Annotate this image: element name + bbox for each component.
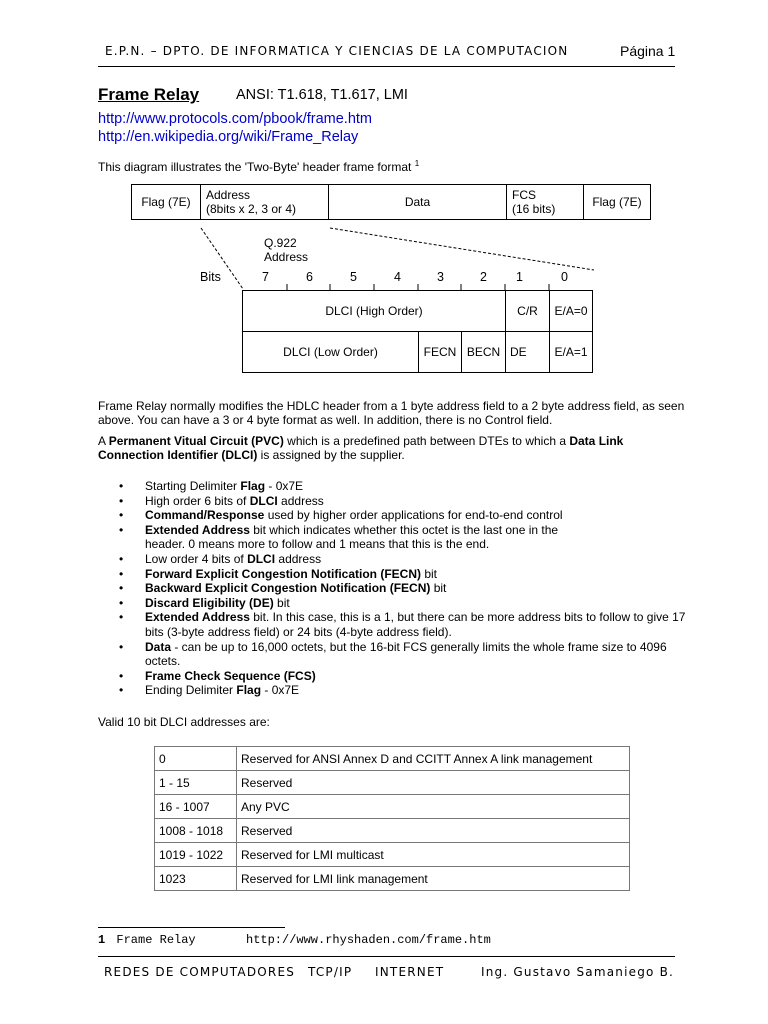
range-cell: 0	[155, 747, 237, 771]
list-item: • Extended Address bit. In this case, this is a 1, but there can be more address bits to follow to give 17 bits (3-byte address field) or 24 bits (4-byte address field).	[98, 610, 698, 639]
pvc-text-2: which is a predefined path between DTEs to which a	[283, 434, 570, 448]
list-item: • Command/Response used by higher order applications for end-to-end control	[98, 508, 698, 523]
page-title: Frame Relay	[98, 85, 200, 104]
valid-dlci-label: Valid 10 bit DLCI addresses are:	[98, 715, 270, 729]
footnote-label: Frame Relay	[116, 933, 196, 947]
frame-address-line2: (8bits x 2, 3 or 4)	[206, 202, 297, 216]
footer-author: Ing. Gustavo Samaniego B.	[481, 965, 675, 979]
table-row	[155, 771, 630, 795]
list-item: • Low order 4 bits of DLCI address	[98, 552, 698, 567]
range-cell: 1023	[155, 867, 237, 891]
bit-2: 2	[480, 270, 487, 284]
becn-bit: BECN	[461, 331, 506, 373]
frame-flag-left: Flag (7E)	[131, 184, 201, 220]
use-cell: Any PVC	[237, 795, 630, 819]
bit-7: 7	[262, 270, 269, 284]
bit-5: 5	[350, 270, 357, 284]
paragraph-hdlc: Frame Relay normally modifies the HDLC header from a 1 byte address field to a 2 byte address field, as seen above. You can have a 3 or 4 byte format as well. In addition, there is no Control field.	[98, 399, 685, 427]
bit-0: 0	[561, 270, 568, 284]
use-cell: Reserved for ANSI Annex D and CCITT Annex A link management	[237, 747, 630, 771]
footnote-rule	[98, 927, 285, 928]
ea0-bit: E/A=0	[549, 290, 593, 332]
bit-6: 6	[306, 270, 313, 284]
frame-data: Data	[328, 184, 507, 220]
list-item: • Extended Address bit which indicates whether this octet is the last one in the header. 0 means more to follow and 1 means that this is the end.	[98, 523, 585, 552]
footnote-mark: 1	[414, 159, 420, 168]
de-bit: DE	[505, 331, 550, 373]
footnote	[98, 933, 196, 947]
use-cell: Reserved for LMI multicast	[237, 843, 630, 867]
use-cell: Reserved for LMI link management	[237, 867, 630, 891]
use-cell: Reserved	[237, 771, 630, 795]
footer-topic-tcpip: TCP/IP	[308, 965, 353, 979]
range-cell: 16 - 1007	[155, 795, 237, 819]
bit-4: 4	[394, 270, 401, 284]
cr-bit: C/R	[505, 290, 550, 332]
footer-rule	[98, 956, 675, 957]
link-wikipedia[interactable]: http://en.wikipedia.org/wiki/Frame_Relay	[98, 129, 359, 145]
pvc-text-3: is assigned by the supplier.	[257, 448, 405, 462]
footer-topic-internet: INTERNET	[375, 965, 445, 979]
q922-line2: Address	[264, 250, 309, 264]
list-item: • High order 6 bits of DLCI address	[98, 494, 698, 509]
expansion-line-right	[330, 228, 594, 270]
fecn-bit: FECN	[418, 331, 462, 373]
list-item: • Ending Delimiter Flag - 0x7E	[98, 683, 698, 698]
frame-fcs-line2: (16 bits)	[512, 202, 556, 216]
range-cell: 1019 - 1022	[155, 843, 237, 867]
pvc-text-1: A	[98, 434, 109, 448]
pvc-term: Permanent Vitual Circuit (PVC)	[108, 434, 284, 448]
dlci-high-order: DLCI (High Order)	[242, 290, 506, 332]
list-item: • Forward Explicit Congestion Notification (FECN) bit	[98, 567, 698, 582]
list-item: • Starting Delimiter Flag - 0x7E	[98, 479, 698, 494]
bit-3: 3	[437, 270, 444, 284]
footnote-url: http://www.rhyshaden.com/frame.htm	[246, 933, 491, 947]
table-row	[155, 843, 630, 867]
dlci-low-order: DLCI (Low Order)	[242, 331, 419, 373]
list-item: • Discard Eligibility (DE) bit	[98, 596, 698, 611]
frame-fcs-line1: FCS	[512, 188, 536, 202]
list-item: • Frame Check Sequence (FCS)	[98, 669, 698, 684]
frame-flag-right: Flag (7E)	[583, 184, 651, 220]
q922-label	[264, 236, 308, 264]
dlci-term: Data Link Connection Identifier (DLCI)	[98, 434, 624, 462]
footnote-number: 1	[98, 933, 106, 947]
bits-label: Bits	[200, 270, 221, 284]
footer-course: REDES DE COMPUTADORES	[104, 965, 296, 979]
frame-address-line1: Address	[206, 188, 251, 202]
table-row	[155, 819, 630, 843]
table-row	[155, 747, 630, 771]
bit-1: 1	[516, 270, 523, 284]
list-item: • Backward Explicit Congestion Notification (FECN) bit	[98, 581, 698, 596]
page-number: Página 1	[620, 43, 676, 59]
list-item: • Data - can be up to 16,000 octets, but the 16-bit FCS generally limits the whole frame size to 4096 octets.	[98, 640, 698, 669]
paragraph-pvc	[98, 434, 688, 462]
dlci-table	[154, 746, 630, 891]
header-institution: E.P.N. – DPTO. DE INFORMATICA Y CIENCIAS DE LA COMPUTACION	[105, 44, 569, 58]
field-list	[98, 479, 698, 698]
q922-line1: Q.922	[264, 236, 297, 250]
use-cell: Reserved	[237, 819, 630, 843]
standards-line: ANSI: T1.618, T1.617, LMI	[236, 87, 408, 103]
range-cell: 1 - 15	[155, 771, 237, 795]
link-protocols[interactable]: http://www.protocols.com/pbook/frame.htm	[98, 111, 372, 127]
intro-sentence: This diagram illustrates the 'Two-Byte' header frame format	[98, 160, 412, 174]
range-cell: 1008 - 1018	[155, 819, 237, 843]
table-row	[155, 795, 630, 819]
ea1-bit: E/A=1	[549, 331, 593, 373]
table-row	[155, 867, 630, 891]
